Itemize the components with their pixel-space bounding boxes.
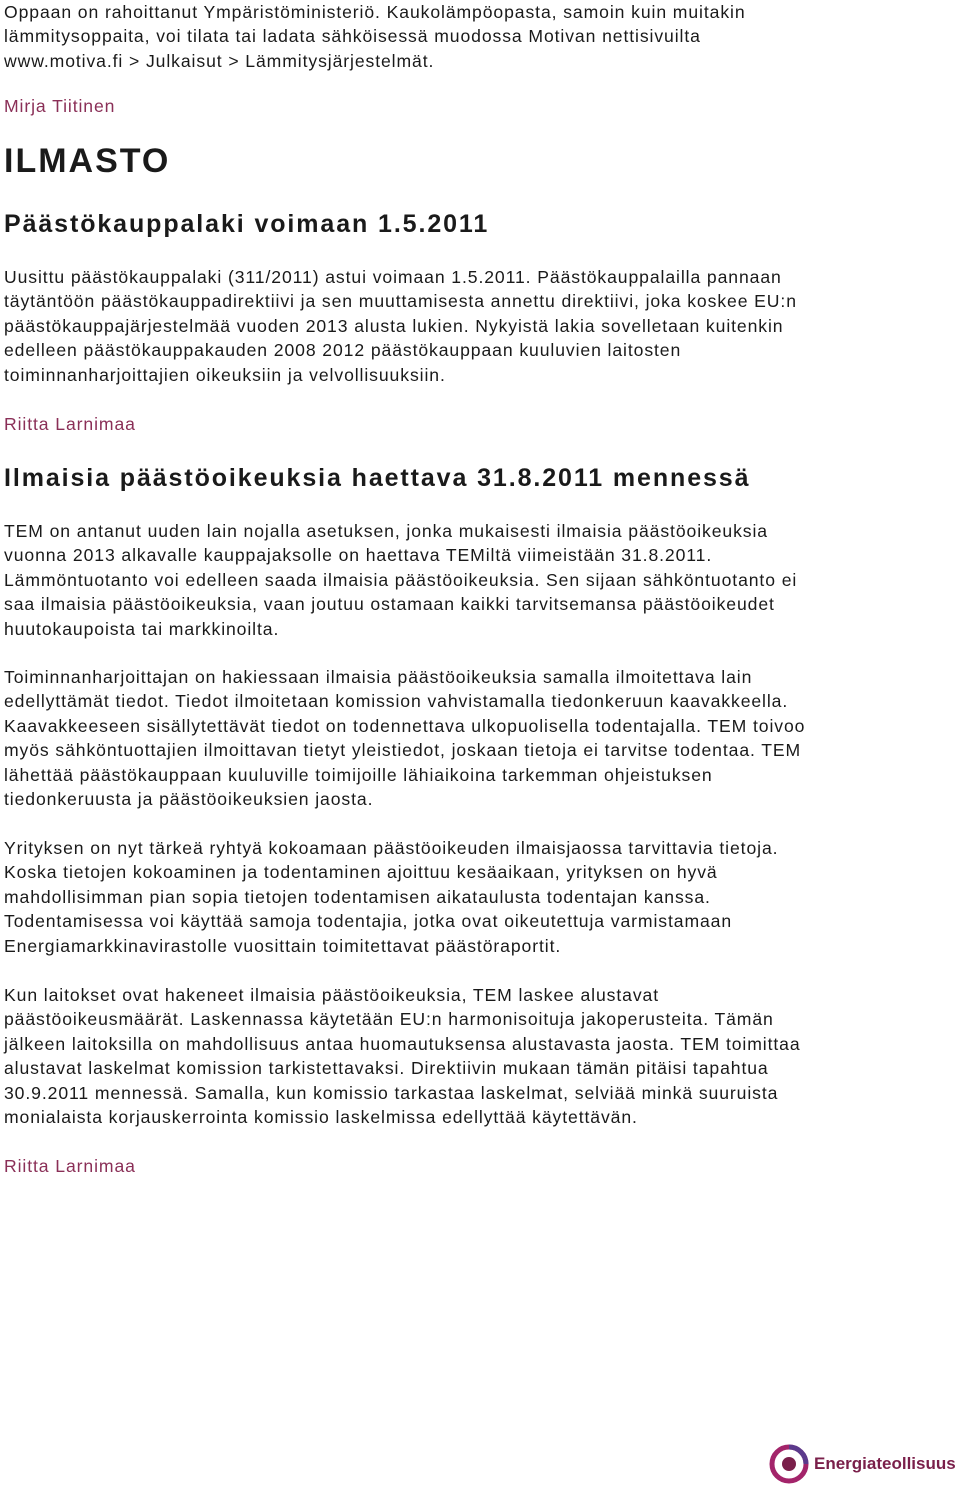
body-line: Uusittu päästökauppalaki (311/2011) astui voimaan 1.5.2011. Päästökauppalailla pannaan bbox=[4, 267, 782, 287]
body-line: vuonna 2013 alkavalle kauppajaksolle on haettava TEMiltä viimeistään 31.8.2011. bbox=[4, 545, 713, 566]
body-line: edelleen päästökauppakauden 2008 2012 päästökauppaan kuuluvien laitosten bbox=[4, 340, 682, 361]
logo-mark-icon bbox=[768, 1444, 812, 1484]
body-line: huutokaupoista tai markkinoilta. bbox=[4, 618, 280, 639]
section-title: ILMASTO bbox=[4, 142, 171, 180]
body-line: Toiminnanharjoittajan on hakiessaan ilmaisia päästöoikeuksia samalla ilmoitettava lain bbox=[4, 667, 753, 687]
logo-wordmark: Energiateollisuus bbox=[814, 1454, 956, 1473]
body-line: lähettää päästökauppaan kuuluville toimijoille lähiaikoina tarkemman ohjeistuksen bbox=[4, 764, 713, 785]
author-name: Riitta Larnimaa bbox=[4, 1156, 136, 1176]
article-title: Päästökauppalaki voimaan 1.5.2011 bbox=[4, 210, 490, 238]
body-line: päästöoikeusmäärät. Laskennassa käytetään EU:n harmonisoituja jakoperusteita. Tämän bbox=[4, 1009, 774, 1030]
body-line: Koska tietojen kokoaminen ja todentaminen ajoittuu kesäaikaan, yrityksen on hyvä bbox=[4, 862, 718, 883]
body-line: Yrityksen on nyt tärkeä ryhtyä kokoamaan päästöoikeuden ilmaisjaossa tarvittavia tietoja. bbox=[4, 838, 779, 858]
body-line: alustavat laskelmat komission tarkistettavaksi. Direktiivin mukaan tämän pitäisi tapahtua bbox=[4, 1058, 769, 1079]
author-name: Riitta Larnimaa bbox=[4, 414, 136, 434]
body-line: tiedonkeruusta ja päästöoikeuksien jaosta. bbox=[4, 789, 374, 810]
body-line: edellyttämät tiedot. Tiedot ilmoitetaan komission vahvistamalla tiedonkeruun kaavakkeella. bbox=[4, 691, 789, 712]
article-paragraph bbox=[4, 519, 797, 641]
body-line: Kaavakkeeseen sisällytettävät tiedot on todennettava ulkopuolisella todentajalla. TEM toivoo bbox=[4, 715, 806, 736]
body-line: 30.9.2011 mennessä. Samalla, kun komissio tarkastaa laskelmat, selviää minkä suuruista bbox=[4, 1082, 779, 1103]
body-line: päästökauppajärjestelmää vuoden 2013 alusta lukien. Nykyistä lakia sovelletaan kuitenkin bbox=[4, 315, 784, 336]
article-title: Ilmaisia päästöoikeuksia haettava 31.8.2011 mennessä bbox=[4, 464, 751, 492]
body-line: Lämmöntuotanto voi edelleen saada ilmaisia päästöoikeuksia. Sen sijaan sähköntuotanto ei bbox=[4, 569, 798, 590]
body-line: monialaista korjauskerrointa komissio laskelmissa edellyttää käytettävän. bbox=[4, 1107, 638, 1128]
intro-line: Oppaan on rahoittanut Ympäristöministeriö. Kaukolämpöopasta, samoin kuin muitakin bbox=[4, 2, 746, 22]
body-line: Energiamarkkinavirastolle vuosittain toimitettavat päästöraportit. bbox=[4, 935, 562, 956]
body-line: myös sähköntuottajien ilmoittavan tietyt yleistiedot, joskaan tietoja ei tarvitse todentaa. TEM bbox=[4, 740, 802, 761]
body-line: toiminnanharjoittajien oikeuksiin ja velvollisuuksiin. bbox=[4, 364, 446, 385]
article-body bbox=[4, 265, 797, 387]
body-line: täytäntöön päästökauppadirektiivi ja sen muuttamisesta annettu direktiivi, joka koskee EU:n bbox=[4, 291, 797, 312]
article-paragraph bbox=[4, 836, 778, 958]
body-line: Todentamisessa voi käyttää samoja todentajia, jotka ovat oikeutettuja varmistamaan bbox=[4, 911, 733, 932]
energiateollisuus-logo bbox=[768, 1444, 960, 1484]
body-line: jälkeen laitoksilla on mahdollisuus antaa huomautuksensa alustavasta jaosta. TEM toimittaa bbox=[4, 1033, 801, 1054]
body-line: mahdollisimman pian sopia tietojen todentamisen aikataulusta todentajan kanssa. bbox=[4, 886, 711, 907]
body-line: TEM on antanut uuden lain nojalla asetuksen, jonka mukaisesti ilmaisia päästöoikeuksia bbox=[4, 521, 768, 541]
intro-line: www.motiva.fi > Julkaisut > Lämmitysjärjestelmät. bbox=[4, 50, 435, 71]
intro-line: lämmitysoppaita, voi tilata tai ladata sähköisessä muodossa Motivan nettisivuilta bbox=[4, 26, 701, 47]
body-line: Kun laitokset ovat hakeneet ilmaisia päästöoikeuksia, TEM laskee alustavat bbox=[4, 985, 660, 1005]
body-line: saa ilmaisia päästöoikeuksia, vaan joutuu ostamaan kaikki tarvitsemansa päästöoikeudet bbox=[4, 594, 775, 615]
intro-paragraph bbox=[4, 0, 746, 73]
author-name: Mirja Tiitinen bbox=[4, 96, 116, 116]
article-paragraph bbox=[4, 983, 801, 1129]
article-paragraph bbox=[4, 665, 805, 811]
